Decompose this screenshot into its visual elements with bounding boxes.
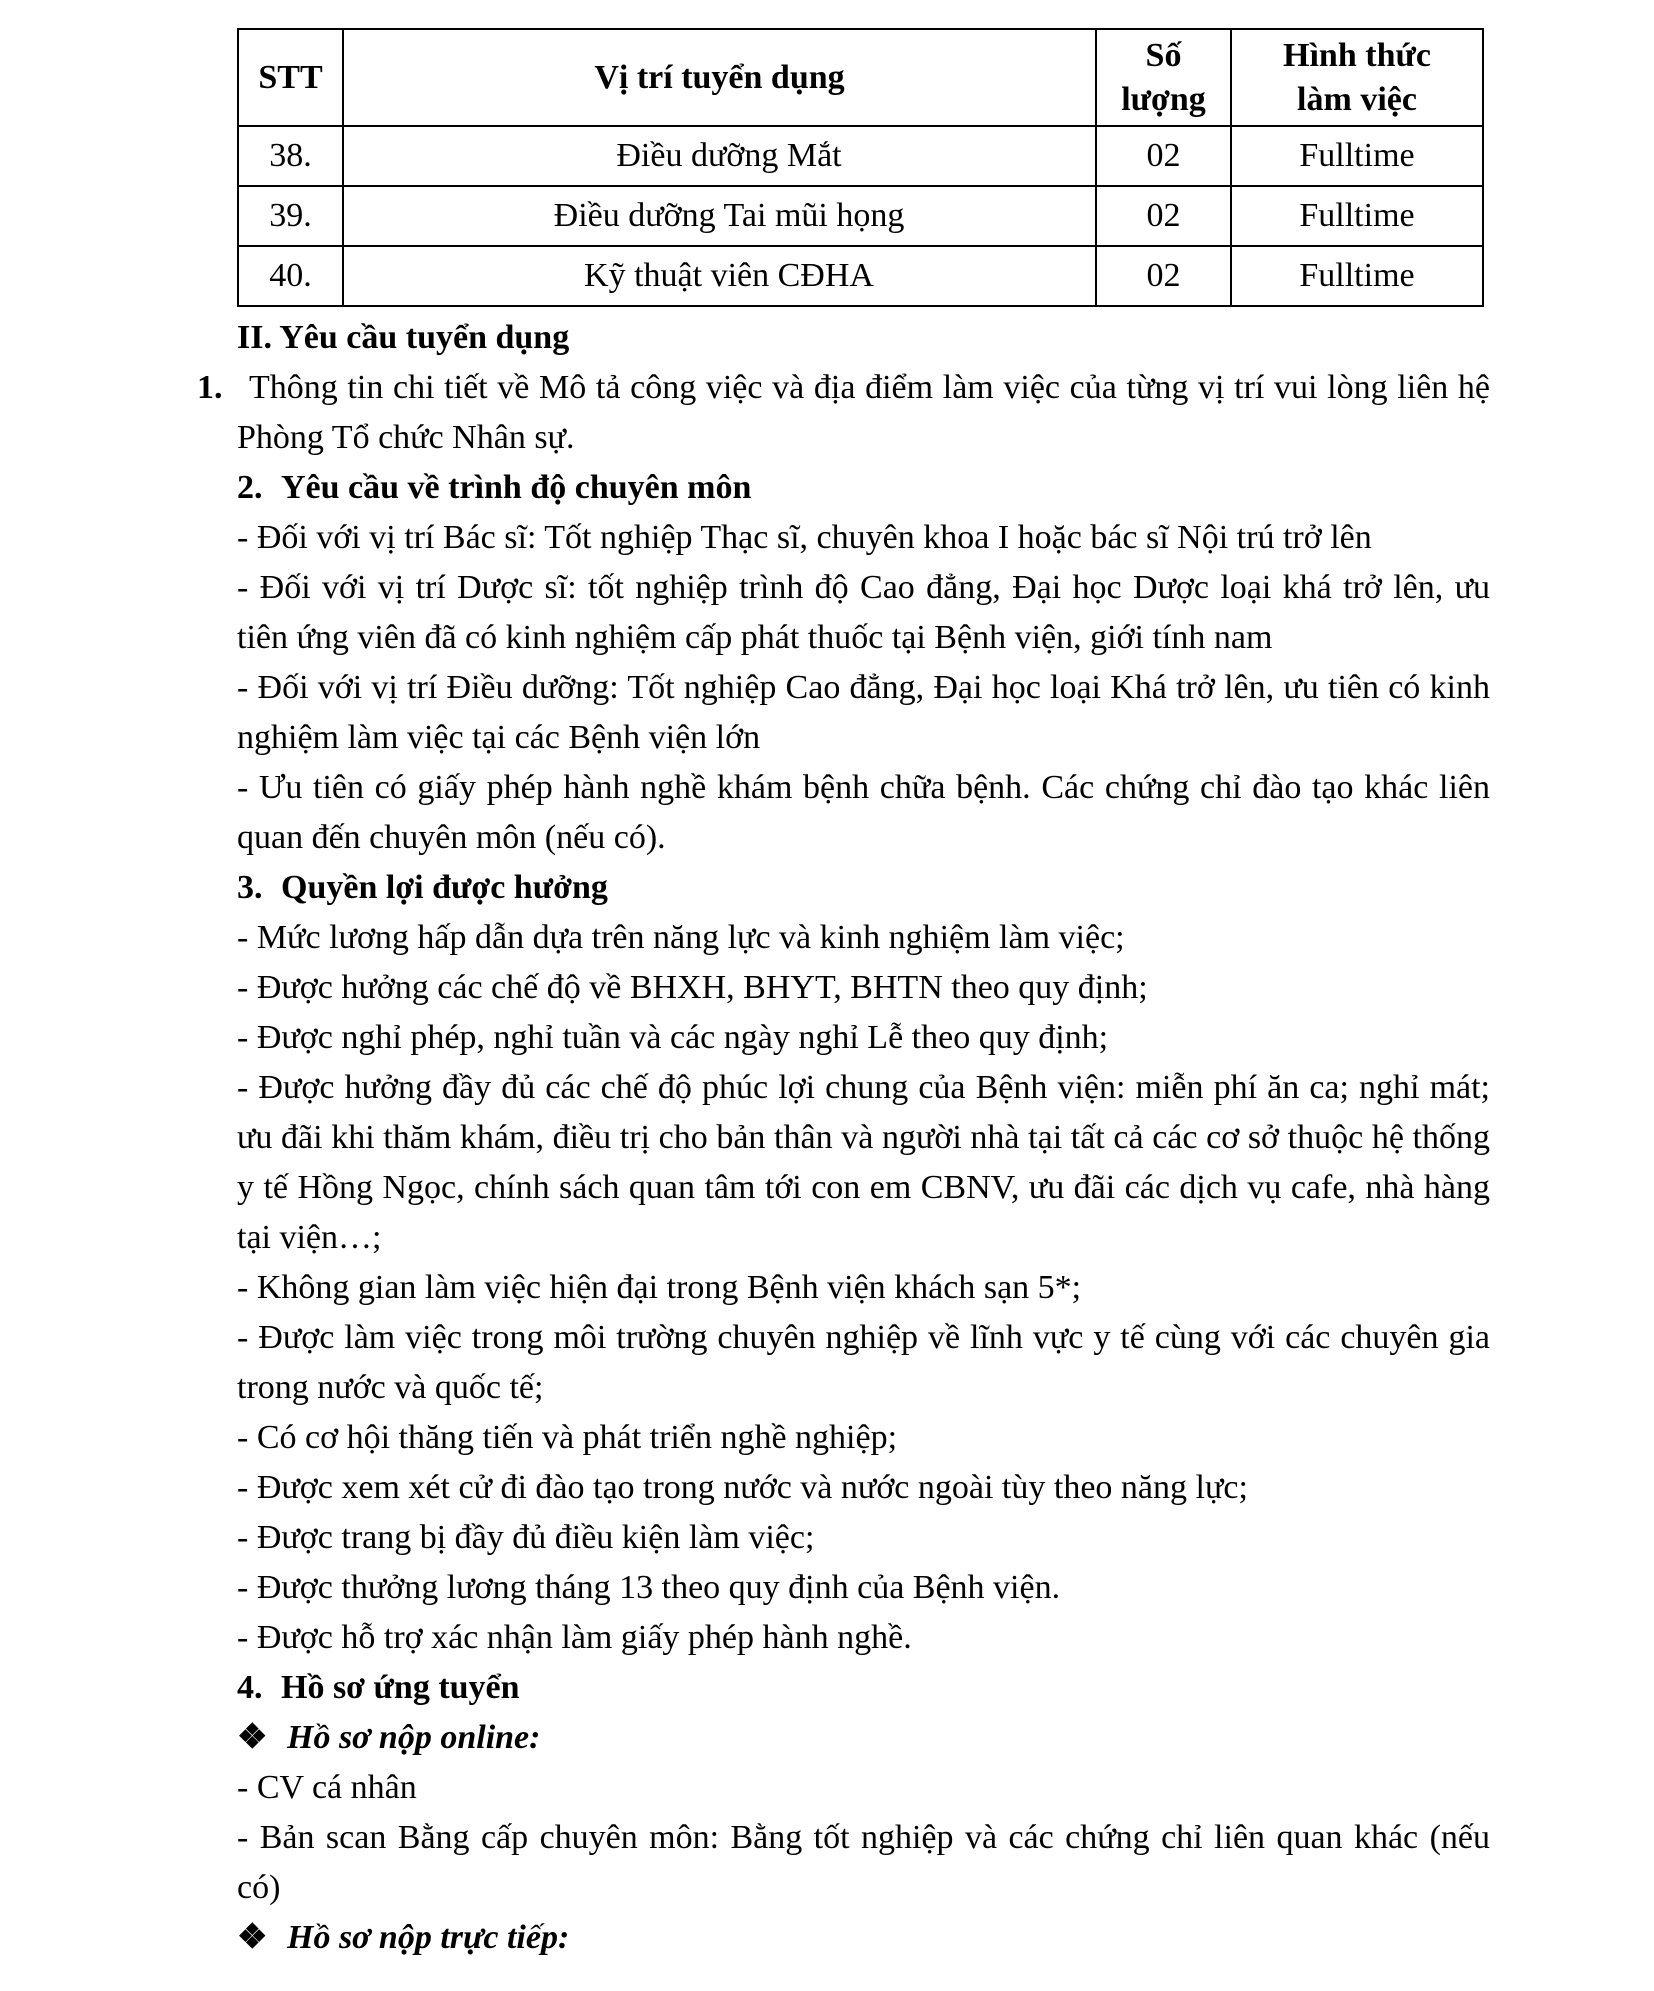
subsection-heading	[237, 463, 1490, 513]
heading-text: Hồ sơ ứng tuyển	[281, 1669, 520, 1706]
section-heading: II. Yêu cầu tuyển dụng	[237, 319, 570, 356]
heading-text: Hồ sơ nộp trực tiếp:	[287, 1919, 570, 1956]
document-body	[197, 313, 1490, 1963]
column-header-work-type: Hình thức làm việc	[1231, 29, 1483, 126]
heading-text: Hồ sơ nộp online:	[287, 1719, 541, 1756]
job-positions-table	[237, 28, 1484, 307]
cell-work-type: Fulltime	[1231, 126, 1483, 186]
cell-quantity: 02	[1096, 186, 1231, 246]
table-header-row	[238, 29, 1483, 126]
cell-stt: 40.	[238, 246, 343, 306]
bullet-line: - Được làm việc trong môi trường chuyên nghiệp về lĩnh vực y tế cùng với các chuyên gia trong nước và quốc tế;	[237, 1319, 1490, 1406]
column-header-quantity: Số lượng	[1096, 29, 1231, 126]
subsection-heading	[237, 863, 1490, 913]
table-row	[238, 186, 1483, 246]
bullet-line: - Không gian làm việc hiện đại trong Bệnh viện khách sạn 5*;	[237, 1269, 1082, 1306]
column-header-stt: STT	[238, 29, 343, 126]
bullet-line: - Mức lương hấp dẫn dựa trên năng lực và kinh nghiệm làm việc;	[237, 919, 1125, 956]
table-row	[238, 246, 1483, 306]
diamond-bullet-icon: ❖	[237, 1719, 268, 1756]
diamond-heading	[237, 1913, 1490, 1963]
bullet-line: - Đối với vị trí Dược sĩ: tốt nghiệp trình độ Cao đẳng, Đại học Dược loại khá trở lên, ưu tiên ứng viên đã có kinh nghiệm cấp phát thuốc tại Bệnh viện, giới tính nam	[237, 569, 1490, 656]
heading-text: Yêu cầu về trình độ chuyên môn	[281, 469, 752, 506]
bullet-line: - Có cơ hội thăng tiến và phát triển nghề nghiệp;	[237, 1419, 898, 1456]
cell-position: Điều dưỡng Tai mũi họng	[343, 186, 1096, 246]
bullet-line: - Đối với vị trí Bác sĩ: Tốt nghiệp Thạc sĩ, chuyên khoa I hoặc bác sĩ Nội trú trở lên	[237, 519, 1372, 556]
cell-quantity: 02	[1096, 126, 1231, 186]
bullet-line: - Được hưởng đầy đủ các chế độ phúc lợi chung của Bệnh viện: miễn phí ăn ca; nghỉ mát; ưu đãi khi thăm khám, điều trị cho bản thân và người nhà tại tất cả các cơ sở thuộc hệ thống y tế Hồng Ngọc, chính sách quan tâm tới con em CBNV, ưu đãi các dịch vụ cafe, nhà hàng tại viện…;	[237, 1069, 1490, 1256]
bullet-line: - Được trang bị đầy đủ điều kiện làm việc;	[237, 1519, 815, 1556]
numbered-item	[197, 363, 1490, 463]
bullet-line: - Được nghỉ phép, nghỉ tuần và các ngày nghỉ Lễ theo quy định;	[237, 1019, 1109, 1056]
item-number: 3.	[237, 869, 263, 906]
item-number: 4.	[237, 1669, 263, 1706]
bullet-line: - Được thưởng lương tháng 13 theo quy định của Bệnh viện.	[237, 1569, 1061, 1606]
diamond-heading	[237, 1713, 1490, 1763]
bullet-line: - Bản scan Bằng cấp chuyên môn: Bằng tốt nghiệp và các chứng chỉ liên quan khác (nếu có)	[237, 1819, 1490, 1906]
cell-stt: 39.	[238, 186, 343, 246]
cell-position: Kỹ thuật viên CĐHA	[343, 246, 1096, 306]
subsection-heading	[237, 1663, 1490, 1713]
column-header-position: Vị trí tuyển dụng	[343, 29, 1096, 126]
cell-position: Điều dưỡng Mắt	[343, 126, 1096, 186]
item-text: Thông tin chi tiết về Mô tả công việc và địa điểm làm việc của từng vị trí vui lòng liên hệ Phòng Tổ chức Nhân sự.	[237, 369, 1490, 456]
cell-work-type: Fulltime	[1231, 246, 1483, 306]
item-number: 1.	[197, 369, 223, 406]
cell-stt: 38.	[238, 126, 343, 186]
bullet-line: - Đối với vị trí Điều dưỡng: Tốt nghiệp Cao đẳng, Đại học loại Khá trở lên, ưu tiên có kinh nghiệm làm việc tại các Bệnh viện lớn	[237, 669, 1490, 756]
cell-quantity: 02	[1096, 246, 1231, 306]
diamond-bullet-icon: ❖	[237, 1919, 268, 1956]
cell-work-type: Fulltime	[1231, 186, 1483, 246]
bullet-line: - Được xem xét cử đi đào tạo trong nước và nước ngoài tùy theo năng lực;	[237, 1469, 1248, 1506]
bullet-line: - Ưu tiên có giấy phép hành nghề khám bệnh chữa bệnh. Các chứng chỉ đào tạo khác liên quan đến chuyên môn (nếu có).	[237, 769, 1490, 856]
bullet-line: - CV cá nhân	[237, 1769, 417, 1806]
heading-text: Quyền lợi được hưởng	[281, 869, 608, 906]
table-row	[238, 126, 1483, 186]
item-number: 2.	[237, 469, 263, 506]
bullet-line: - Được hưởng các chế độ về BHXH, BHYT, BHTN theo quy định;	[237, 969, 1148, 1006]
bullet-line: - Được hỗ trợ xác nhận làm giấy phép hành nghề.	[237, 1619, 912, 1656]
